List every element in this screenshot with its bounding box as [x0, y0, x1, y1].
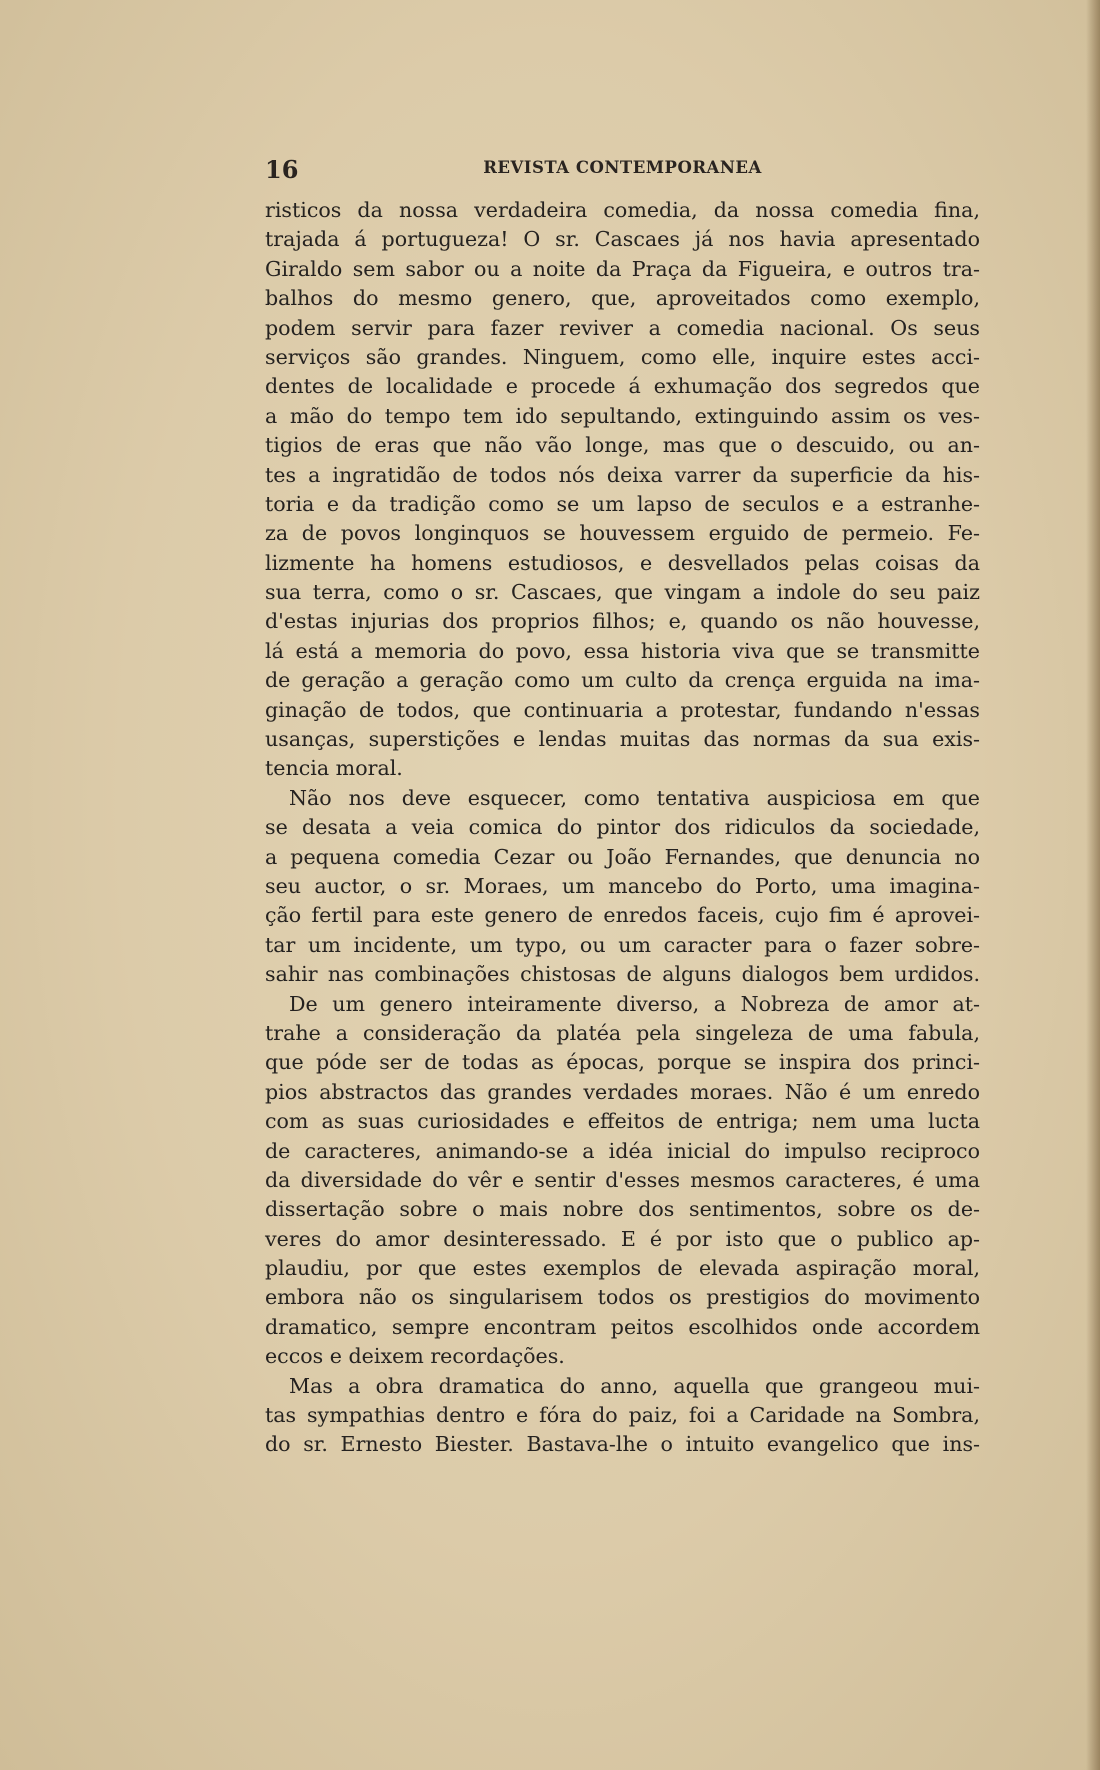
text-line: Mas a obra dramatica do anno, aquella que grangeou mui-: [289, 1373, 980, 1398]
page-edge-shadow: [1086, 0, 1100, 1770]
text-line: de caracteres, animando-se a idéa inicial do impulso reciproco: [265, 1138, 980, 1163]
text-line: eccos e deixem recordações.: [265, 1344, 565, 1369]
text-line: risticos da nossa verdadeira comedia, da nossa comedia fina,: [265, 198, 980, 222]
text-line: pios abstractos das grandes verdades moraes. Não é um enredo: [265, 1079, 980, 1104]
text-line: a mão do tempo tem ido sepultando, extinguindo assim os ves-: [265, 403, 980, 428]
text-line: seu auctor, o sr. Moraes, um mancebo do Porto, uma imagina-: [265, 873, 980, 898]
text-line: lizmente ha homens estudiosos, e desvellados pelas coisas da: [265, 550, 980, 575]
text-line: ção fertil para este genero de enredos faceis, cujo fim é aprovei-: [265, 903, 980, 928]
text-line: tas sympathias dentro e fóra do paiz, foi a Caridade na Sombra,: [265, 1403, 980, 1428]
page-number: 16: [265, 155, 299, 184]
text-line: de geração a geração como um culto da crença erguida na ima-: [265, 668, 980, 693]
text-line: embora não os singularisem todos os prestigios do movimento: [265, 1285, 980, 1310]
text-line: Giraldo sem sabor ou a noite da Praça da Figueira, e outros tra-: [265, 256, 980, 281]
text-line: a pequena comedia Cezar ou João Fernandes, que denuncia no: [265, 844, 980, 869]
text-line: tar um incidente, um typo, ou um caracter para o fazer sobre-: [265, 932, 980, 957]
text-line: toria e da tradição como se um lapso de seculos e a estranhe-: [265, 491, 980, 516]
text-line: tencia moral.: [265, 756, 403, 781]
text-line: plaudiu, por que estes exemplos de elevada aspiração moral,: [265, 1256, 980, 1281]
running-head: [265, 151, 980, 187]
text-line: De um genero inteiramente diverso, a Nobreza de amor at-: [289, 991, 980, 1016]
text-line: usanças, superstições e lendas muitas das normas da sua exis-: [265, 727, 980, 752]
text-line: dissertação sobre o mais nobre dos sentimentos, sobre os de-: [265, 1197, 980, 1222]
text-line: sahir nas combinações chistosas de alguns dialogos bem urdidos.: [265, 962, 980, 987]
journal-title: REVISTA CONTEMPORANEA: [483, 158, 762, 177]
text-line: da diversidade do vêr e sentir d'esses mesmos caracteres, é uma: [265, 1167, 980, 1192]
text-line: Não nos deve esquecer, como tentativa auspiciosa em que: [289, 785, 980, 810]
text-line: do sr. Ernesto Biester. Bastava-lhe o intuito evangelico que ins-: [265, 1432, 980, 1457]
text-line: dentes de localidade e procede á exhumação dos segredos que: [265, 374, 980, 399]
text-line: ginação de todos, que continuaria a protestar, fundando n'essas: [265, 697, 980, 722]
text-line: se desata a veia comica do pintor dos ridiculos da sociedade,: [265, 815, 980, 840]
text-line: veres do amor desinteressado. E é por isto que o publico ap-: [265, 1226, 980, 1251]
text-line: lá está a memoria do povo, essa historia viva que se transmitte: [265, 638, 980, 663]
text-line: d'estas injurias dos proprios filhos; e, quando os não houvesse,: [265, 609, 980, 634]
text-line: com as suas curiosidades e effeitos de entriga; nem uma lucta: [265, 1109, 980, 1134]
text-line: dramatico, sempre encontram peitos escolhidos onde accordem: [265, 1314, 980, 1339]
text-line: za de povos longinquos se houvessem erguido de permeio. Fe-: [265, 521, 980, 546]
text-line: trajada á portugueza! O sr. Cascaes já nos havia apresentado: [265, 227, 980, 252]
text-line: sua terra, como o sr. Cascaes, que vingam a indole do seu paiz: [265, 580, 980, 605]
text-line: tes a ingratidão de todos nós deixa varrer da superficie da his-: [265, 462, 980, 487]
text-line: tigios de eras que não vão longe, mas que o descuido, ou an-: [265, 433, 980, 458]
text-line: balhos do mesmo genero, que, aproveitados como exemplo,: [265, 286, 980, 311]
text-line: que póde ser de todas as épocas, porque se inspira dos princi-: [265, 1050, 980, 1075]
text-line: podem servir para fazer reviver a comedia nacional. Os seus: [265, 315, 980, 340]
text-line: trahe a consideração da platéa pela singeleza de uma fabula,: [265, 1020, 980, 1045]
text-line: serviços são grandes. Ninguem, como elle, inquire estes acci-: [265, 344, 980, 369]
body-text: [265, 196, 980, 1460]
